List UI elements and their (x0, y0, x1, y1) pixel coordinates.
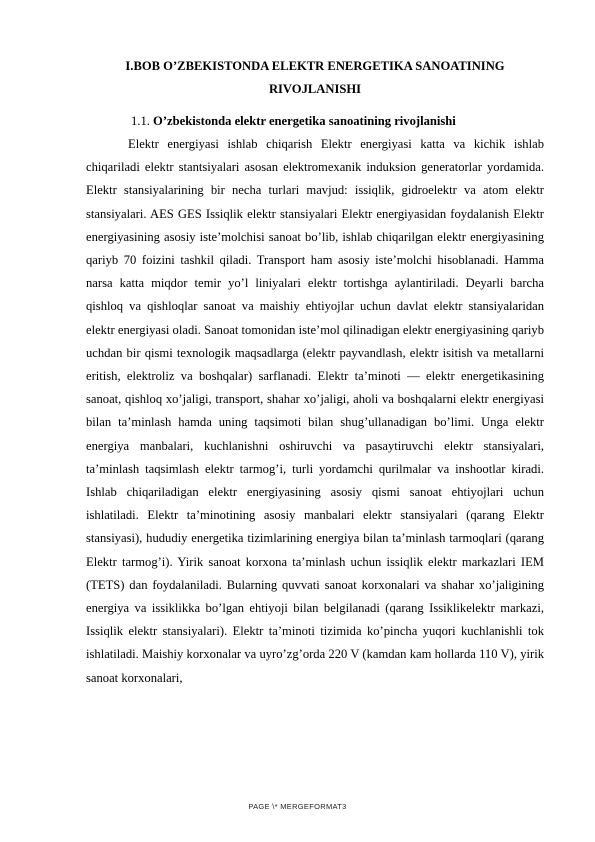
section-title: O’zbekistonda elektr energetika sanoatining rivojlanishi (153, 114, 456, 128)
chapter-title: I.BOB O’ZBEKISTONDA ELEKTR ENERGETIKA SANOATINING RIVOJLANISHI (125, 59, 505, 96)
section-number: 1.1. (131, 114, 150, 128)
section-heading (131, 112, 456, 130)
page-footer: PAGE \* MERGEFORMAT3 (248, 802, 347, 811)
body-paragraph: Elektr energiyasi ishlab chiqarish Elektr energiyasi katta va kichik ishlab chiqariladi elektr stantsiyalari asosan elektromexanik induksion generatorlar yordamida. Elektr stansiyalarining bir necha turlari mavjud: issiqlik, gidroelektr va atom elektr stansiyalari. AES GES Issiqlik elektr stansiyalari Elektr energiyasidan foydalanish Elektr energiyasining asosiy iste’molchisi sanoat bo’lib, ishlab chiqarilgan elektr energiyasining qariyb 70 foizini tashkil qiladi. Transport ham asosiy iste’molchi hisoblanadi. Hamma narsa katta miqdor temir yo’l liniyalari elektr tortishga aylantiriladi. Deyarli barcha qishloq va qishloqlar sanoat va maishiy ehtiyojlar uchun davlat elektr stansiyalaridan elektr energiyasi oladi. Sanoat tomonidan iste’mol qilinadigan elektr energiyasining qariyb uchdan bir qismi texnologik maqsadlarga (elektr payvandlash, elektr isitish va metallarni eritish, elektroliz va boshqalar) sarflanadi. Elektr taʼminoti — elektr energetikasining sanoat, qishloq xo’jaligi, transport, shahar xo’jaligi, aholi va boshqalarni elektr energiyasi bilan taʼminlash hamda uning taqsimoti bilan shug’ullanadigan bo’limi. Unga elektr energiya manbalari, kuchlanishni oshiruvchi va pasaytiruvchi elektr stansiyalari, taʼminlash taqsimlash elektr tarmog’i, turli yordamchi qurilmalar va inshootlar kiradi. Ishlab chiqariladigan elektr energiyasining asosiy qismi sanoat ehtiyojlari uchun ishlatiladi. Elektr taʼminotining asosiy manbalari elektr stansiyalari (qarang Elektr stansiyasi), hududiy energetika tizimlarining energiya bilan taʼminlash tarmoqlari (qarang Elektr tarmog’i). Yirik sanoat korxona taʼminlash uchun issiqlik elektr markazlari IEM (TETS) dan foydalaniladi. Bularning quvvati sanoat korxonalari va shahar xo’jaligining energiya va issiklikka bo’lgan ehtiyoji bilan belgilanadi (qarang Issiklikelektr markazi, Issiqlik elektr stansiyalari). Elektr taʼminoti tizimida ko’pincha yuqori kuchlanishli tok ishlatiladi. Maishiy korxonalar va uyro’zg’orda 220 V (kamdan kam hollarda 110 V), yirik sanoat korxonalari, (86, 137, 544, 685)
